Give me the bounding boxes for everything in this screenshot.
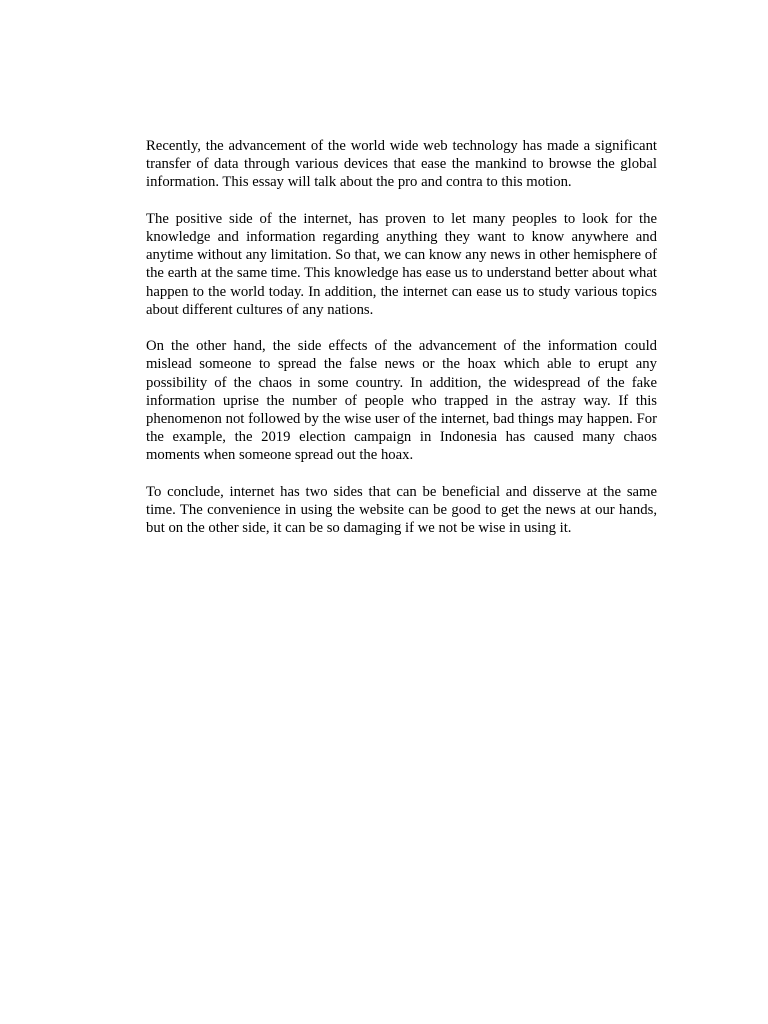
paragraph-conclusion: To conclude, internet has two sides that can be beneficial and disserve at the same time. The convenience in using the website can be good to get the news at our hands, but on the other side, it can be so damaging if we not be wise in using it. (146, 483, 657, 537)
paragraph-negative-side: On the other hand, the side effects of the advancement of the information could mislead someone to spread the false news or the hoax which able to erupt any possibility of the chaos in some country. In addition, the widespread of the fake information uprise the number of people who trapped in the astray way. If this phenomenon not followed by the wise user of the internet, bad things may happen. For the example, the 2019 election campaign in Indonesia has caused many chaos moments when someone spread out the hoax. (146, 338, 657, 464)
paragraph-positive-side: The positive side of the internet, has proven to let many peoples to look for the knowledge and information regarding anything they want to know anywhere and anytime without any limitation. So that, we can know any news in other hemisphere of the earth at the same time. This knowledge has ease us to understand better about what happen to the world today. In addition, the internet can ease us to study various topics about different cultures of any nations. (146, 210, 657, 318)
essay-body (146, 137, 657, 556)
paragraph-introduction: Recently, the advancement of the world wide web technology has made a significant transfer of data through various devices that ease the mankind to browse the global information. This essay will talk about the pro and contra to this motion. (146, 138, 657, 191)
